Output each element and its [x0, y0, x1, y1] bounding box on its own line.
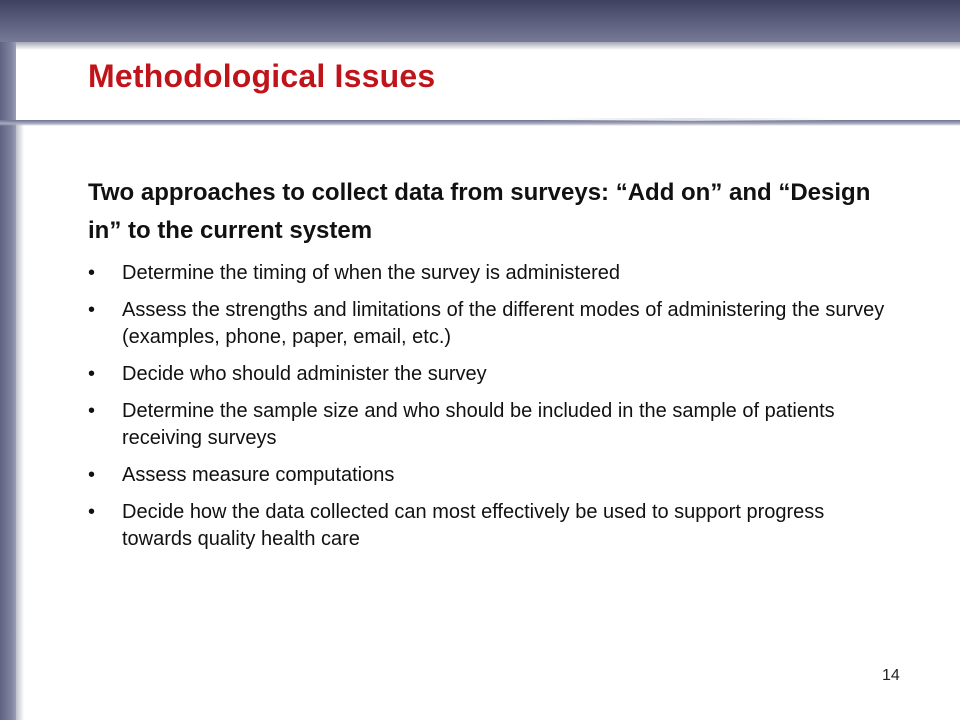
slide-body — [88, 174, 888, 563]
top-band-shadow — [0, 42, 960, 50]
bullet-text: Assess measure computations — [122, 464, 395, 486]
section-heading: Two approaches to collect data from surveys: “Add on” and “Design in” to the current system — [88, 179, 871, 244]
slide-number: 14 — [882, 667, 900, 684]
bullet-point-icon: • — [88, 501, 96, 523]
bullet-text: Decide how the data collected can most effectively be used to support progress towards quality health care — [122, 501, 825, 550]
bullet-point-icon: • — [88, 262, 96, 284]
left-decorative-band — [0, 42, 16, 720]
bullet-list — [88, 260, 888, 553]
bullet-item — [88, 297, 888, 351]
bullet-item — [88, 398, 888, 452]
bullet-text: Determine the sample size and who should be included in the sample of patients receiving surveys — [122, 400, 835, 449]
bullet-item — [88, 361, 888, 388]
bullet-text: Determine the timing of when the survey is administered — [122, 262, 621, 284]
bullet-item — [88, 462, 888, 489]
bullet-point-icon: • — [88, 464, 96, 486]
bullet-item — [88, 260, 888, 287]
title-divider-highlight — [540, 118, 840, 121]
bullet-point-icon: • — [88, 363, 96, 385]
top-decorative-band — [0, 0, 960, 42]
bullet-point-icon: • — [88, 299, 96, 321]
left-band-shadow — [16, 124, 24, 720]
bullet-text: Decide who should administer the survey — [122, 363, 487, 385]
bullet-point-icon: • — [88, 400, 96, 422]
bullet-text: Assess the strengths and limitations of the different modes of administering the survey (examples, phone, paper, email, etc.) — [122, 299, 885, 348]
slide-title: Methodological Issues — [88, 58, 436, 94]
bullet-item — [88, 499, 888, 553]
